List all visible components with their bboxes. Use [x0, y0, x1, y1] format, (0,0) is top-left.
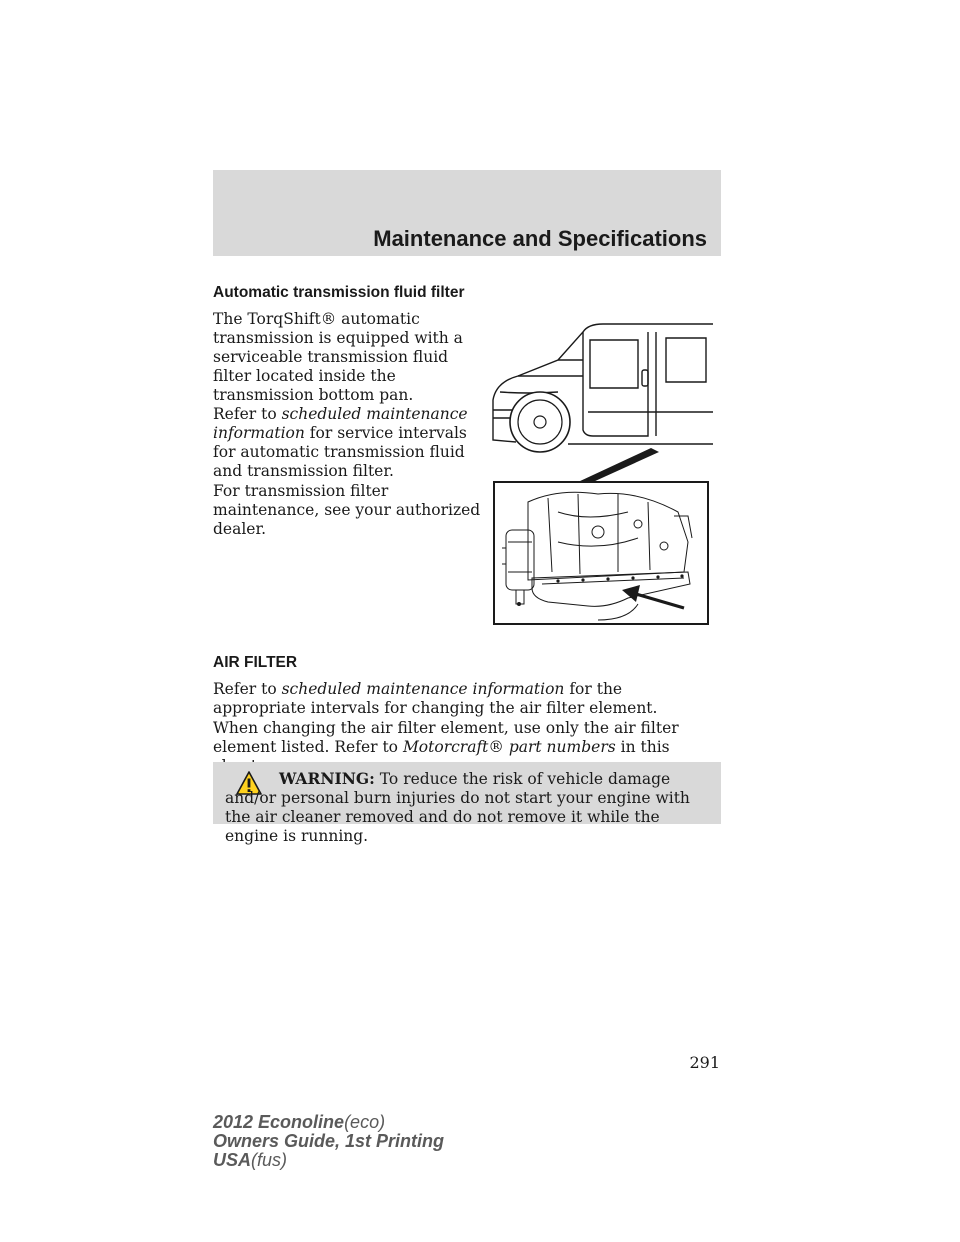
chapter-title: Maintenance and Specifications — [373, 226, 707, 251]
italic-reference: scheduled maintenance information — [213, 405, 468, 442]
paragraph-refer-schedule: Refer to scheduled maintenance information for service intervals for automatic transmission fluid and transmission filter. — [213, 405, 468, 480]
warning-label: WARNING: — [279, 769, 375, 788]
footer-line-2: Owners Guide, 1st Printing — [213, 1131, 445, 1151]
footer-line-1: 2012 Econoline(eco) — [213, 1112, 386, 1132]
warning-text: WARNING: To reduce the risk of vehicle damage and/or personal burn injuries do not start your engine with the air cleaner removed and do not remove it while the engine is running. — [225, 769, 690, 845]
chapter-header — [213, 170, 721, 256]
document-footer — [213, 1113, 444, 1170]
italic-part-numbers: Motorcraft® part numbers — [402, 738, 616, 756]
paragraph-air-filter-element: When changing the air filter element, use only the air filter element listed. Refer to Motorcraft® part numbers in this — [213, 719, 679, 756]
section-heading-transmission-filter: Automatic transmission fluid filter — [213, 284, 465, 301]
warning-box — [213, 762, 721, 845]
footer-line-3: USA(fus) — [213, 1150, 288, 1170]
paragraph-air-filter-intervals: Refer to scheduled maintenance information for the appropriate intervals for changing the air filter element. — [213, 680, 658, 717]
van-transmission-illustration — [488, 302, 713, 627]
paragraph-torqshift: The TorqShift® automatic transmission is equipped with a serviceable transmission fluid filter located inside the transmission bottom pan. — [213, 310, 463, 404]
paragraph-dealer: For transmission filter maintenance, see your authorized dealer. — [213, 482, 481, 538]
page-number: 291 — [689, 1053, 720, 1072]
italic-reference: scheduled maintenance information — [281, 680, 565, 698]
section-heading-air-filter: AIR FILTER — [213, 654, 298, 671]
